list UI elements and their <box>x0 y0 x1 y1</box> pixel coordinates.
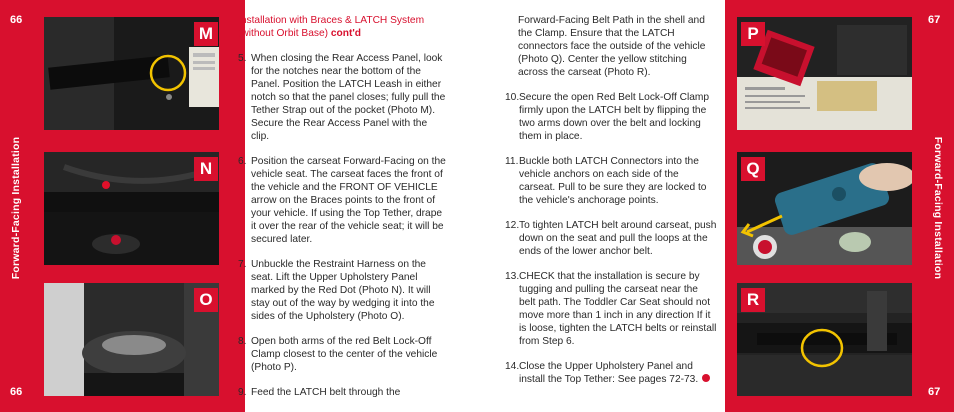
step-text: Unbuckle the Restraint Harness on the seat. Lift the Upper Upholstery Panel marked by the Red Dot (Photo N). It will stay out of the way by wedging it into the sides of the Upholstery (Photo O). <box>251 259 435 322</box>
photo-m <box>44 17 219 130</box>
step-text: Position the carseat Forward-Facing on the vehicle seat. The carseat faces the front of the vehicle and the FRONT OF VEHICLE arrow on the Braces points to the front of your vehicle. If using the Top Tether, drape it over the rear of the vehicle seat; it will be secured later. <box>251 156 446 245</box>
step-11 <box>505 155 717 207</box>
step-text: CHECK that the installation is secure by tugging and pulling the carseat near the belt path. The Toddler Car Seat should not move more than 1 inch in any direction If it is loose, tighten the LATCH belts or reinstall from Step 6. <box>519 271 717 347</box>
photo-n <box>44 152 219 265</box>
step-number: 14. <box>505 361 520 372</box>
step-text: When closing the Rear Access Panel, look for the notches near the bottom of the Panel. Position the LATCH Leash in either notch so that the panel closes; fully pull the Tether Strap out of the pocket (Photo M). Secure the Rear Access Panel with the clip. <box>251 53 446 142</box>
step-number: 8. <box>238 336 247 347</box>
text-column-1 <box>238 14 448 411</box>
photo-p-badge: P <box>741 22 765 46</box>
step-number: 7. <box>238 259 247 270</box>
end-of-section-dot-icon <box>702 374 710 382</box>
photo-q-badge: Q <box>741 157 765 181</box>
photo-o-badge: O <box>194 288 218 312</box>
photo-q <box>737 152 912 265</box>
side-label-right: Forward-Facing Installation <box>932 136 944 280</box>
step-13 <box>505 270 717 348</box>
page-number-bottom-right: 67 <box>928 386 941 398</box>
step-number: 13. <box>505 271 520 282</box>
step-7 <box>238 258 448 323</box>
step-text: Secure the open Red Belt Lock-Off Clamp firmly upon the LATCH belt by flipping the two arms down over the belt and locking them in place. <box>519 92 710 142</box>
page-number-top-left: 66 <box>10 14 23 26</box>
page-number-bottom-left: 66 <box>10 386 23 398</box>
step-14 <box>505 360 717 386</box>
step-12 <box>505 219 717 258</box>
side-label-left: Forward-Facing Installation <box>10 136 22 280</box>
heading-line-2: (without Orbit Base) <box>238 28 329 39</box>
step-number: 11. <box>505 156 519 167</box>
photo-p <box>737 17 912 130</box>
photo-o <box>44 283 219 396</box>
step-10 <box>505 91 717 143</box>
step-text: To tighten LATCH belt around carseat, push down on the seat and pull the loops at the ends of the lower anchor belt. <box>519 220 717 257</box>
photo-r <box>737 283 912 396</box>
photo-n-badge: N <box>194 157 218 181</box>
step-6 <box>238 155 448 246</box>
photo-r-badge: R <box>741 288 765 312</box>
photo-m-badge: M <box>194 22 218 46</box>
step-number: 10. <box>505 92 520 103</box>
step-number: 12. <box>505 220 520 231</box>
step-text: Open both arms of the red Belt Lock-Off Clamp closest to the center of the vehicle (Photo P). <box>251 336 438 373</box>
step-number: 6. <box>238 156 247 167</box>
step-text: Close the Upper Upholstery Panel and install the Top Tether: See pages 72-73. <box>519 361 699 385</box>
page-number-top-right: 67 <box>928 14 941 26</box>
heading-line-1: Installation with Braces & LATCH System <box>238 15 425 26</box>
step-9 <box>238 386 448 399</box>
section-heading <box>238 14 448 40</box>
step-number: 5. <box>238 53 247 64</box>
step-9-continued: Forward-Facing Belt Path in the shell and the Clamp. Ensure that the LATCH connectors face the outside of the vehicle (Photo Q). Center the yellow stitching across the carseat (Photo R). <box>518 15 706 78</box>
step-8 <box>238 335 448 374</box>
heading-suffix: cont'd <box>330 28 362 39</box>
step-number: 9. <box>238 387 247 398</box>
step-text: Feed the LATCH belt through the <box>251 387 401 398</box>
step-5 <box>238 52 448 143</box>
text-column-2 <box>505 14 717 398</box>
step-text: Buckle both LATCH Connectors into the vehicle anchors on each side of the carseat. Pull to be sure they are locked to the vehicle's anchorage points. <box>519 156 707 206</box>
